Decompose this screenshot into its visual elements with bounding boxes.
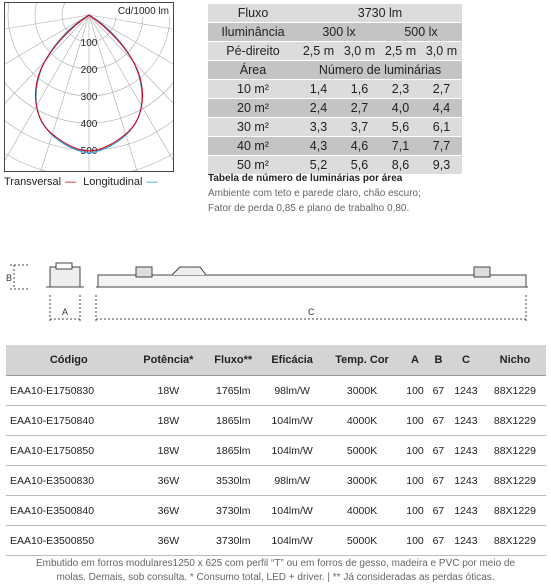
- area-row: [208, 99, 462, 117]
- height-cell: 2,5 m: [298, 42, 339, 60]
- table-cell: 1243: [448, 466, 484, 496]
- table-cell: 1243: [448, 526, 484, 556]
- footer-line-1: Embutido em forros modulares1250 x 625 com perfil “T” ou em forros de gesso, madeira e PVC por meio de: [35, 558, 516, 569]
- area-row: [208, 118, 462, 136]
- area-row: [208, 80, 462, 98]
- product-table-header: [6, 345, 546, 376]
- table-cell: 5000K: [323, 436, 401, 466]
- table-cell: 104lm/W: [261, 496, 322, 526]
- count-cell: 5,6: [380, 118, 421, 136]
- footer-note: [0, 557, 551, 585]
- count-cell: 1,4: [298, 80, 339, 98]
- count-cell: 2,7: [421, 80, 462, 98]
- table-cell: 4000K: [323, 406, 401, 436]
- ring-label-400: 400: [80, 119, 98, 130]
- table-cell: 100: [401, 526, 429, 556]
- table-cell: 36W: [132, 466, 206, 496]
- table-row: [6, 496, 546, 526]
- luminaire-count-table: [208, 3, 462, 175]
- count-cell: 1,6: [339, 80, 380, 98]
- col-a: A: [401, 345, 429, 376]
- dim-label-b: B: [6, 273, 13, 283]
- table-cell: 104lm/W: [261, 526, 322, 556]
- count-cell: 2,7: [339, 99, 380, 117]
- polar-legend: [4, 176, 161, 188]
- area-label: Área: [208, 61, 298, 79]
- table-cell: 3000K: [323, 376, 401, 406]
- table-cell: 1865lm: [205, 406, 261, 436]
- count-cell: 4,0: [380, 99, 421, 117]
- area-header-row: [208, 61, 462, 79]
- table-row: [6, 436, 546, 466]
- dimension-drawing: [0, 255, 551, 325]
- product-table: [6, 345, 546, 556]
- table-cell: EAA10-E1750850: [6, 436, 132, 466]
- ring-label-300: 300: [80, 92, 98, 103]
- table-cell: 3730lm: [205, 526, 261, 556]
- col-codigo: Código: [6, 345, 132, 376]
- illuminance-500: 500 lx: [380, 23, 462, 41]
- front-profile: [96, 267, 528, 287]
- area-cell: 50 m²: [208, 156, 298, 174]
- count-cell: 3,3: [298, 118, 339, 136]
- col-nicho: Nicho: [484, 345, 546, 376]
- table-cell: EAA10-E1750840: [6, 406, 132, 436]
- ring-label-100: 100: [80, 38, 98, 49]
- table-row: [6, 526, 546, 556]
- legend-transversal: Transversal: [4, 176, 62, 188]
- table-cell: 67: [429, 436, 448, 466]
- table-cell: 88X1229: [484, 466, 546, 496]
- polar-unit-label: Cd/1000 lm: [117, 6, 169, 17]
- table-cell: 1243: [448, 496, 484, 526]
- count-cell: 5,2: [298, 156, 339, 174]
- count-cell: 2,4: [298, 99, 339, 117]
- legend-longitudinal-swatch: —: [146, 176, 158, 188]
- table-row: [6, 376, 546, 406]
- table-cell: EAA10-E1750830: [6, 376, 132, 406]
- footer-line-2: molas. Demais, sob consulta. * Consumo total, LED + driver. | ** Já consideradas as perdas óticas.: [56, 572, 495, 583]
- ring-label-500: 500: [80, 146, 98, 157]
- table-cell: EAA10-E3500840: [6, 496, 132, 526]
- table-cell: 98lm/W: [261, 466, 322, 496]
- count-cell: 4,6: [339, 137, 380, 155]
- area-cell: 40 m²: [208, 137, 298, 155]
- legend-transversal-swatch: —: [65, 176, 77, 188]
- table-cell: 4000K: [323, 496, 401, 526]
- dim-label-c: C: [308, 307, 315, 317]
- table-cell: 88X1229: [484, 496, 546, 526]
- area-cell: 10 m²: [208, 80, 298, 98]
- count-label: Número de luminárias: [298, 61, 462, 79]
- table-cell: 98lm/W: [261, 376, 322, 406]
- table-cell: 67: [429, 526, 448, 556]
- table-cell: 88X1229: [484, 406, 546, 436]
- count-cell: 3,7: [339, 118, 380, 136]
- col-eficacia: Eficácia: [261, 345, 322, 376]
- area-cell: 30 m²: [208, 118, 298, 136]
- count-cell: 7,1: [380, 137, 421, 155]
- area-row: [208, 156, 462, 174]
- illuminance-300: 300 lx: [298, 23, 380, 41]
- table-cell: 18W: [132, 376, 206, 406]
- table-cell: 100: [401, 466, 429, 496]
- table-row: [6, 406, 546, 436]
- table-cell: 3530lm: [205, 466, 261, 496]
- table-note-2: Fator de perda 0,85 e plano de trabalho 0,80.: [208, 203, 410, 214]
- flux-value: 3730 lm: [298, 4, 462, 22]
- illuminance-label: Iluminância: [208, 23, 298, 41]
- table-cell: 100: [401, 436, 429, 466]
- count-cell: 5,6: [339, 156, 380, 174]
- table-note-1: Ambiente com teto e parede claro, chão escuro;: [208, 188, 421, 199]
- table-cell: 1765lm: [205, 376, 261, 406]
- table-cell: EAA10-E3500830: [6, 466, 132, 496]
- table-cell: 104lm/W: [261, 436, 322, 466]
- table-cell: 1243: [448, 376, 484, 406]
- height-cell: 3,0 m: [421, 42, 462, 60]
- table-row: [6, 466, 546, 496]
- table-cell: 18W: [132, 436, 206, 466]
- table-cell: 88X1229: [484, 526, 546, 556]
- col-b: B: [429, 345, 448, 376]
- count-cell: 4,4: [421, 99, 462, 117]
- table-cell: EAA10-E3500850: [6, 526, 132, 556]
- count-cell: 2,3: [380, 80, 421, 98]
- side-profile: [46, 263, 84, 287]
- table-cell: 3730lm: [205, 496, 261, 526]
- polar-diagram: [4, 2, 174, 172]
- table-cell: 36W: [132, 496, 206, 526]
- col-fluxo: Fluxo**: [205, 345, 261, 376]
- table-cell: 67: [429, 406, 448, 436]
- table-cell: 1243: [448, 406, 484, 436]
- flux-label: Fluxo: [208, 4, 298, 22]
- table-cell: 88X1229: [484, 376, 546, 406]
- table-cell: 100: [401, 496, 429, 526]
- count-cell: 6,1: [421, 118, 462, 136]
- area-row: [208, 137, 462, 155]
- table-cell: 5000K: [323, 526, 401, 556]
- table-cell: 100: [401, 406, 429, 436]
- table-cell: 88X1229: [484, 436, 546, 466]
- legend-longitudinal: Longitudinal: [83, 176, 143, 188]
- col-potencia: Potência*: [132, 345, 206, 376]
- count-cell: 9,3: [421, 156, 462, 174]
- flux-row: [208, 4, 462, 22]
- table-cell: 1243: [448, 436, 484, 466]
- table-cell: 67: [429, 466, 448, 496]
- height-label: Pé-direito: [208, 42, 298, 60]
- table-cell: 67: [429, 376, 448, 406]
- table-note-title: Tabela de número de luminárias por área: [208, 173, 403, 184]
- dim-label-a: A: [62, 307, 69, 317]
- col-temp-cor: Temp. Cor: [323, 345, 401, 376]
- height-row: [208, 42, 462, 60]
- area-cell: 20 m²: [208, 99, 298, 117]
- table-cell: 3000K: [323, 466, 401, 496]
- illuminance-row: [208, 23, 462, 41]
- table-cell: 1865lm: [205, 436, 261, 466]
- table-cell: 100: [401, 376, 429, 406]
- table-cell: 18W: [132, 406, 206, 436]
- count-cell: 8,6: [380, 156, 421, 174]
- table-cell: 67: [429, 496, 448, 526]
- ring-label-200: 200: [80, 65, 98, 76]
- table-cell: 36W: [132, 526, 206, 556]
- count-cell: 7,7: [421, 137, 462, 155]
- table-cell: 104lm/W: [261, 406, 322, 436]
- count-cell: 4,3: [298, 137, 339, 155]
- col-c: C: [448, 345, 484, 376]
- height-cell: 2,5 m: [380, 42, 421, 60]
- height-cell: 3,0 m: [339, 42, 380, 60]
